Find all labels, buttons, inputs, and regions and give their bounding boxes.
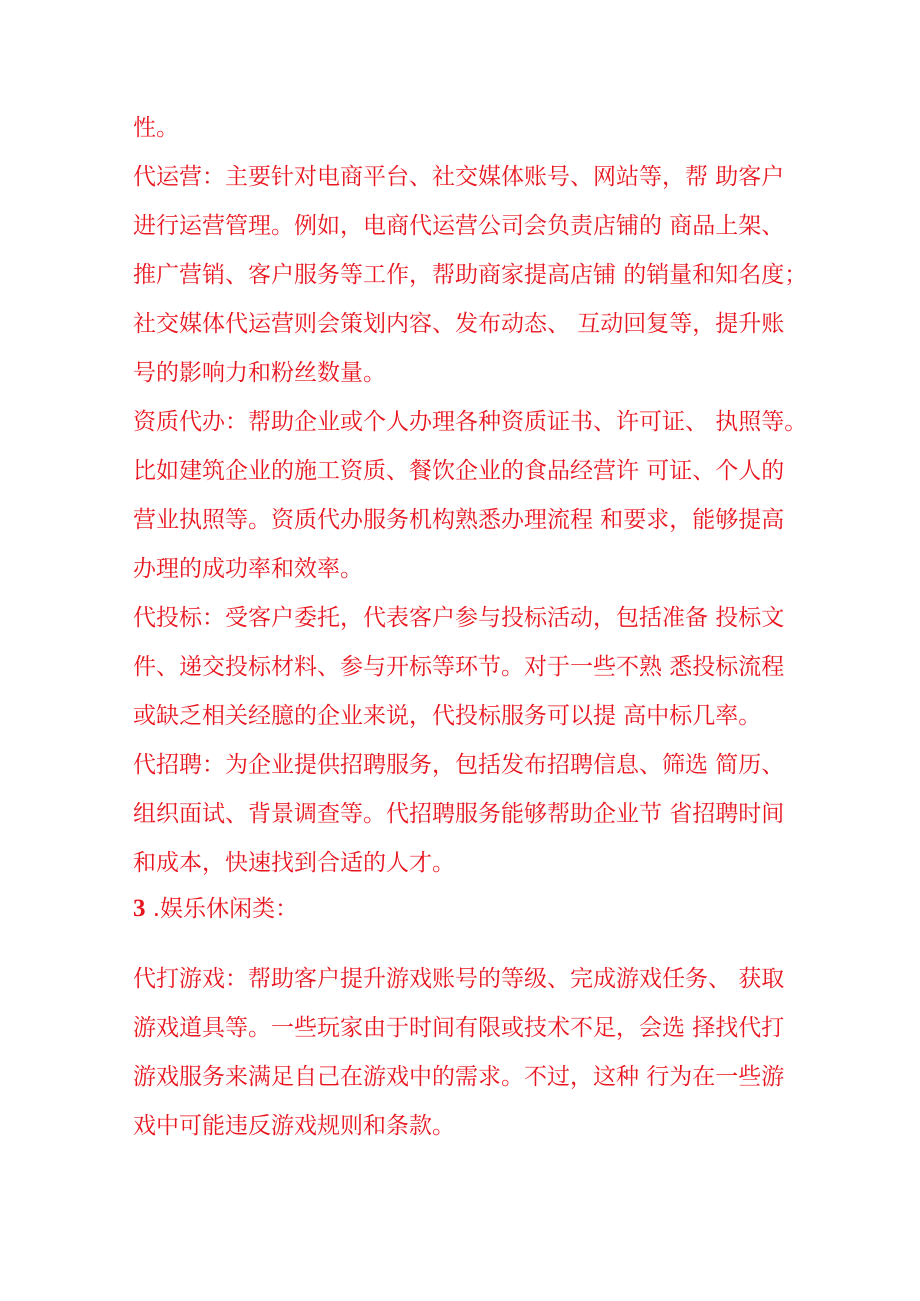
text-line: 号的影响力和粉丝数量。 — [133, 360, 386, 386]
text-line: 件、递交投标材料、参与开标等环节。对于一些不熟 悉投标流程 — [133, 654, 785, 680]
text-line: 办理的成功率和效率。 — [133, 556, 363, 582]
paragraph-block-gaming — [133, 955, 833, 1151]
text-line: 社交媒体代运营则会策划内容、发布动态、 互动回复等，提升账 — [133, 311, 785, 337]
text-line: 游戏服务来满足自己在游戏中的需求。不过，这种 行为在一些游 — [133, 1064, 785, 1090]
section-heading-entertainment — [133, 884, 298, 934]
section-number: 3 — [133, 895, 146, 922]
text-line: 或缺乏相关经臆的企业来说，代投标服务可以提 高中标几率。 — [133, 703, 762, 729]
section-title: .娱乐休闲类： — [145, 896, 299, 922]
text-line: 推广营销、客户服务等工作，帮助商家提高店铺 的销量和知名度； — [133, 262, 808, 288]
text-line: 代投标：受客户委托，代表客户参与投标活动，包括准备 投标文 — [133, 605, 785, 631]
text-line: 代打游戏：帮助客户提升游戏账号的等级、完成游戏任务、 获取 — [133, 966, 785, 992]
text-line: 进行运营管理。例如，电商代运营公司会负责店铺的 商品上架、 — [133, 213, 785, 239]
text-line: 代招聘：为企业提供招聘服务，包括发布招聘信息、筛选 简历、 — [133, 752, 785, 778]
text-line: 组织面试、背景调查等。代招聘服务能够帮助企业节 省招聘时间 — [133, 801, 785, 827]
text-line: 戏中可能违反游戏规则和条款。 — [133, 1113, 455, 1139]
text-line: 营业执照等。资质代办服务机构熟悉办理流程 和要求，能够提高 — [133, 507, 785, 533]
paragraph-block-services — [133, 104, 833, 888]
text-line: 资质代办：帮助企业或个人办理各种资质证书、许可证、 执照等。 — [133, 409, 808, 435]
text-line: 和成本，快速找到合适的人才。 — [133, 850, 455, 876]
text-line: 游戏道具等。一些玩家由于时间有限或技术不足，会选 择找代打 — [133, 1015, 785, 1041]
text-line: 比如建筑企业的施工资质、餐饮企业的食品经营许 可证、个人的 — [133, 458, 785, 484]
text-line: 代运营：主要针对电商平台、社交媒体账号、网站等，帮 助客户 — [133, 164, 785, 190]
text-line: 性。 — [133, 115, 179, 141]
